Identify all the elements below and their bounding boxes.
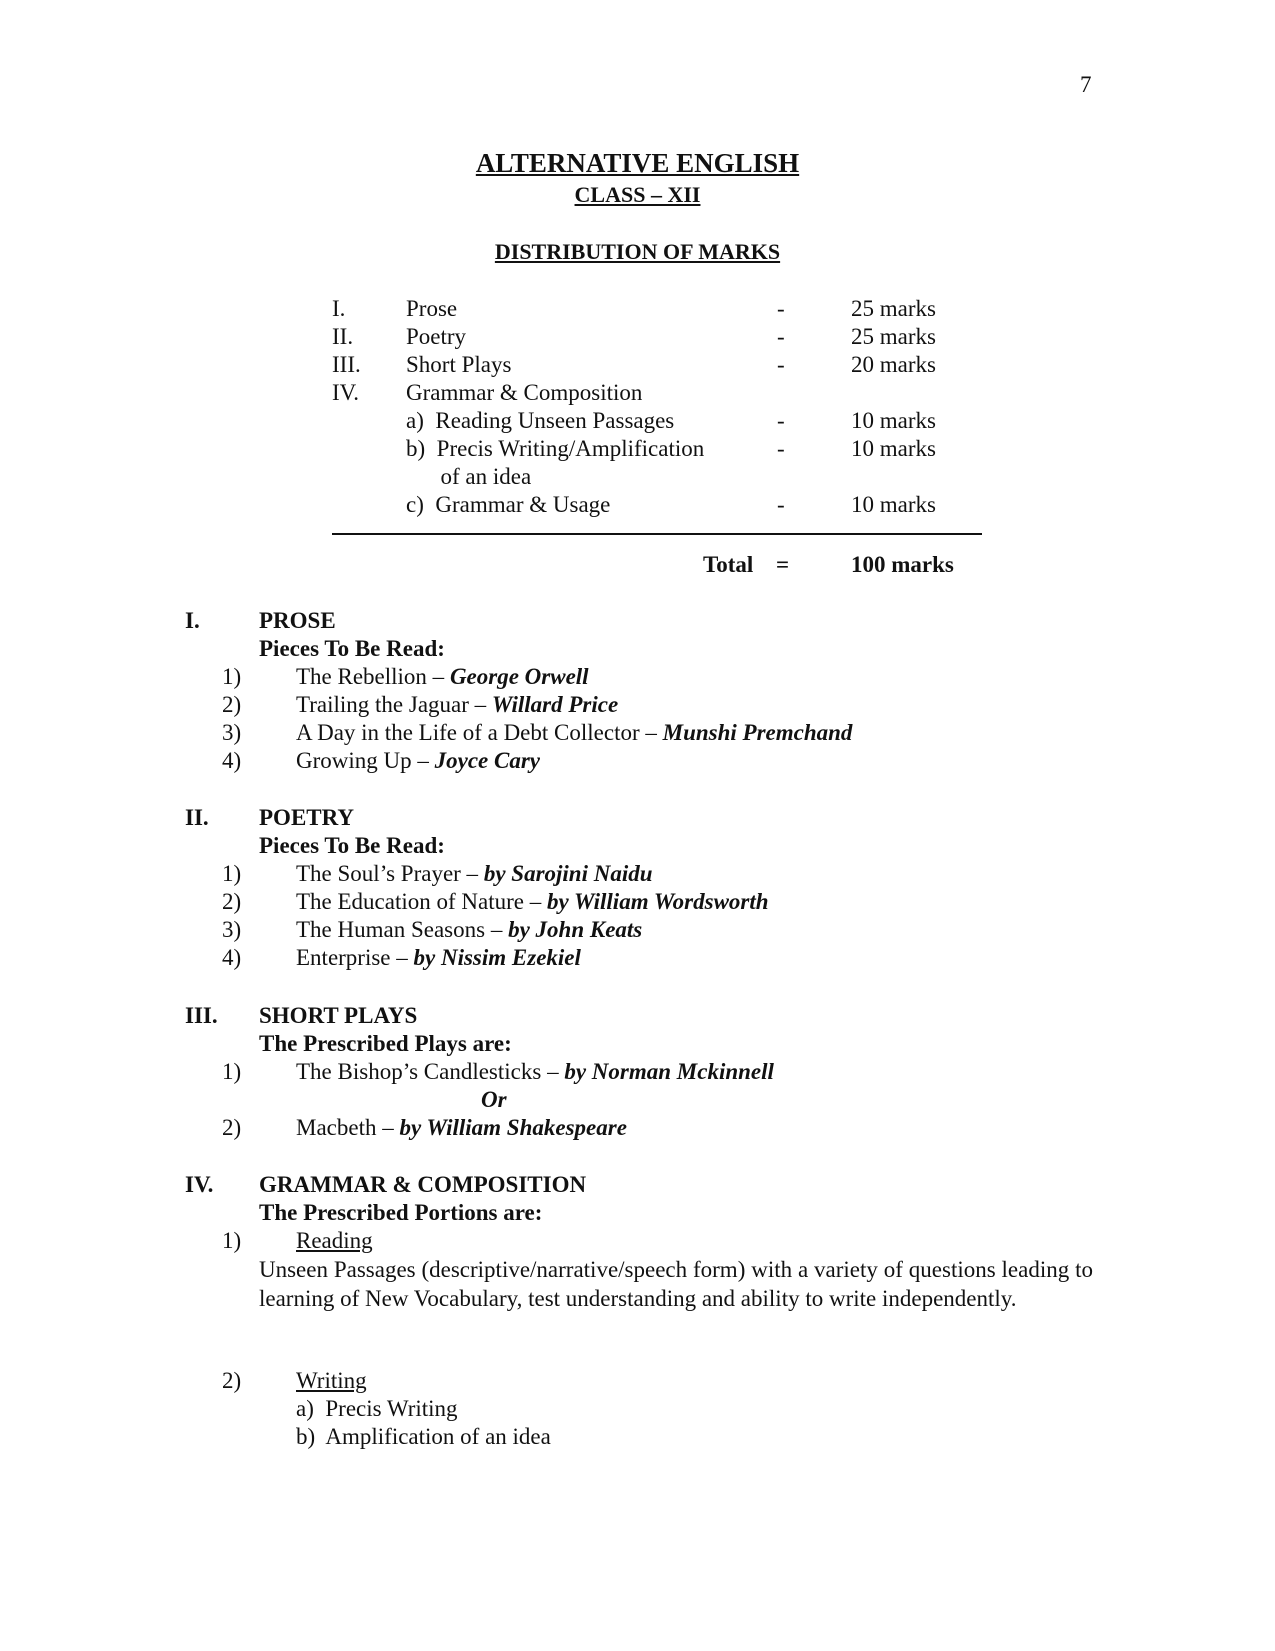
item-title: The Soul’s Prayer – bbox=[296, 861, 484, 886]
item-title: Growing Up – bbox=[296, 748, 435, 773]
section-subtitle: Pieces To Be Read: bbox=[259, 833, 445, 858]
total-equals: = bbox=[776, 552, 790, 577]
marks-row bbox=[332, 352, 982, 380]
item-title: Enterprise – bbox=[296, 945, 414, 970]
subrow-label: b) Precis Writing/Amplification bbox=[406, 436, 705, 461]
page-number: 7 bbox=[1080, 72, 1092, 97]
item-title: Macbeth – bbox=[296, 1115, 400, 1140]
item-title: The Rebellion – bbox=[296, 664, 450, 689]
section-subtitle: The Prescribed Plays are: bbox=[259, 1031, 512, 1056]
item-title: The Bishop’s Candlesticks – bbox=[296, 1059, 565, 1084]
row-marks: 25 marks bbox=[851, 296, 936, 321]
item-author: George Orwell bbox=[449, 664, 589, 689]
list-item bbox=[296, 945, 581, 971]
list-item bbox=[296, 664, 589, 690]
row-dash: - bbox=[777, 296, 785, 321]
class-subtitle: CLASS – XII bbox=[574, 182, 701, 207]
item-author: by Norman Mckinnell bbox=[564, 1059, 774, 1084]
row-marks: 20 marks bbox=[851, 352, 936, 377]
item-number: 2) bbox=[222, 692, 242, 717]
document-title: ALTERNATIVE ENGLISH bbox=[475, 148, 800, 178]
item-title: Trailing the Jaguar – bbox=[296, 692, 492, 717]
list-item bbox=[296, 861, 653, 887]
section-title-plays: SHORT PLAYS bbox=[259, 1003, 418, 1028]
row-marks: 10 marks bbox=[851, 492, 936, 517]
row-label: Short Plays bbox=[406, 352, 512, 377]
item-author: Joyce Cary bbox=[434, 748, 541, 773]
item-author: Willard Price bbox=[491, 692, 619, 717]
section-title-grammar: GRAMMAR & COMPOSITION bbox=[259, 1172, 587, 1197]
row-label: Poetry bbox=[406, 324, 467, 349]
writing-heading: Writing bbox=[296, 1368, 367, 1393]
list-item bbox=[296, 748, 540, 774]
item-author: by Nissim Ezekiel bbox=[413, 945, 581, 970]
list-item bbox=[296, 1115, 627, 1141]
row-dash: - bbox=[777, 352, 785, 377]
list-item bbox=[296, 720, 852, 746]
item-number: 1) bbox=[222, 1059, 242, 1084]
item-number: 2) bbox=[222, 1115, 242, 1140]
row-number: II. bbox=[332, 324, 354, 349]
section-subtitle: Pieces To Be Read: bbox=[259, 636, 445, 661]
item-author: by John Keats bbox=[508, 917, 643, 942]
section-number: II. bbox=[185, 805, 209, 830]
item-author: by William Wordsworth bbox=[547, 889, 769, 914]
row-dash: - bbox=[777, 492, 785, 517]
subrow-label: c) Grammar & Usage bbox=[406, 492, 611, 517]
total-value: 100 marks bbox=[851, 552, 954, 577]
writing-item: a) Precis Writing bbox=[296, 1396, 458, 1421]
row-dash: - bbox=[777, 436, 785, 461]
item-title: The Education of Nature – bbox=[296, 889, 547, 914]
section-title-poetry: POETRY bbox=[259, 805, 355, 830]
item-number: 1) bbox=[222, 861, 242, 886]
reading-description: Unseen Passages (descriptive/narrative/speech form) with a variety of questions leading to learning of New Vocabulary, test understanding and ability to write independently. bbox=[259, 1257, 1093, 1311]
distribution-heading: DISTRIBUTION OF MARKS bbox=[494, 239, 781, 264]
marks-subrow bbox=[332, 464, 982, 492]
row-label: Prose bbox=[406, 296, 458, 321]
reading-heading: Reading bbox=[296, 1228, 373, 1253]
item-number: 2) bbox=[222, 1368, 242, 1393]
item-author: by Sarojini Naidu bbox=[483, 861, 653, 886]
list-item bbox=[296, 1059, 774, 1085]
item-number: 3) bbox=[222, 917, 242, 942]
item-number: 1) bbox=[222, 664, 242, 689]
total-label: Total bbox=[703, 552, 754, 577]
item-number: 4) bbox=[222, 945, 242, 970]
marks-subrow bbox=[332, 436, 982, 464]
row-label: Grammar & Composition bbox=[406, 380, 643, 405]
row-number: IV. bbox=[332, 380, 360, 405]
marks-row bbox=[332, 380, 982, 408]
row-marks: 10 marks bbox=[851, 408, 936, 433]
section-title-prose: PROSE bbox=[259, 608, 336, 633]
marks-row bbox=[332, 296, 982, 324]
list-item bbox=[296, 889, 769, 915]
row-marks: 10 marks bbox=[851, 436, 936, 461]
subrow-label: of an idea bbox=[406, 464, 532, 489]
list-item bbox=[296, 917, 642, 943]
writing-item: b) Amplification of an idea bbox=[296, 1424, 551, 1449]
item-title: The Human Seasons – bbox=[296, 917, 509, 942]
row-marks: 25 marks bbox=[851, 324, 936, 349]
total-divider bbox=[332, 533, 982, 535]
item-number: 1) bbox=[222, 1228, 242, 1253]
item-number: 3) bbox=[222, 720, 242, 745]
row-dash: - bbox=[777, 408, 785, 433]
item-author: Munshi Premchand bbox=[662, 720, 853, 745]
section-number: I. bbox=[185, 608, 200, 633]
or-separator: Or bbox=[481, 1087, 507, 1112]
marks-subrow bbox=[332, 492, 982, 520]
item-title: A Day in the Life of a Debt Collector – bbox=[296, 720, 663, 745]
section-number: IV. bbox=[185, 1172, 214, 1197]
row-dash: - bbox=[777, 324, 785, 349]
marks-subrow bbox=[332, 408, 982, 436]
section-subtitle: The Prescribed Portions are: bbox=[259, 1200, 543, 1225]
row-number: I. bbox=[332, 296, 346, 321]
list-item bbox=[296, 692, 618, 718]
section-number: III. bbox=[185, 1003, 218, 1028]
marks-row bbox=[332, 324, 982, 352]
row-number: III. bbox=[332, 352, 361, 377]
item-number: 4) bbox=[222, 748, 242, 773]
item-number: 2) bbox=[222, 889, 242, 914]
item-author: by William Shakespeare bbox=[399, 1115, 627, 1140]
subrow-label: a) Reading Unseen Passages bbox=[406, 408, 675, 433]
